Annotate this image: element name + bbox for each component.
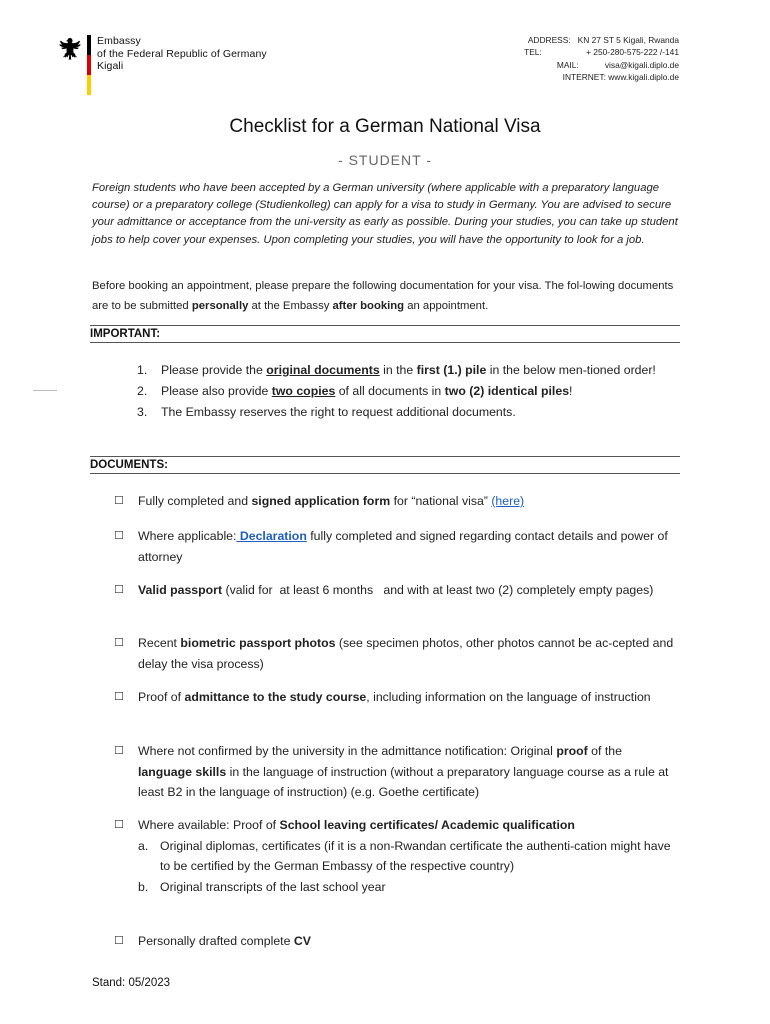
- checkbox-icon[interactable]: ☐: [114, 819, 124, 831]
- item-text: Fully completed and: [138, 494, 252, 508]
- item-text: Personally drafted complete: [138, 934, 294, 948]
- list-number: 3.: [137, 405, 148, 419]
- item-text: Where applicable:: [138, 529, 237, 543]
- tel-row: [524, 46, 679, 58]
- item-bold: School leaving certificates/ Academic qualification: [279, 818, 575, 832]
- sub-item-text: Original diplomas, certificates (if it is a non-Rwandan certificate the authenti-cation might have to be certified by the German Embassy of the respective country): [160, 838, 671, 873]
- tel-value: + 250-280-575-222 /-141: [586, 47, 679, 58]
- margin-mark: [33, 390, 57, 391]
- document-item: [114, 687, 674, 708]
- important-list: [137, 360, 662, 423]
- flag-stripe-gold: [87, 75, 91, 95]
- item-text: Proof of: [138, 690, 185, 704]
- checkbox-icon[interactable]: ☐: [114, 691, 124, 703]
- item-bold: signed application form: [251, 494, 391, 508]
- address-label: ADDRESS:: [527, 35, 571, 45]
- embassy-name-line: Kigali: [97, 60, 124, 72]
- item-text: for “national visa”: [390, 494, 492, 508]
- checkbox-icon[interactable]: ☐: [114, 584, 124, 596]
- document-item: [114, 815, 674, 897]
- mail-row: [524, 59, 679, 71]
- prep-text: Before booking an appointment, please prepare the following documentation for your visa. The fol-lowing documents are to be submitted: [92, 280, 674, 312]
- item-bold: original documents: [266, 363, 380, 377]
- list-number: 1.: [137, 363, 148, 377]
- item-text: (see specimen photos, other photos cannot be ac-cepted and delay the visa process): [138, 636, 674, 671]
- page-subtitle: - STUDENT -: [338, 152, 432, 168]
- checkbox-icon[interactable]: ☐: [114, 495, 124, 507]
- federal-eagle-icon: [58, 36, 82, 62]
- document-item: [114, 491, 674, 512]
- item-bold: first (1.) pile: [416, 363, 487, 377]
- item-bold: CV: [293, 934, 311, 948]
- item-text: in the below men-tioned order!: [486, 363, 656, 377]
- item-text: , including information on the language of instruction: [366, 690, 651, 704]
- item-text: fully completed and signed regarding contact details and power of attorney: [138, 529, 668, 564]
- item-text: Please provide the: [161, 363, 267, 377]
- prep-bold: after booking: [332, 300, 405, 312]
- flag-bar: [87, 35, 91, 95]
- mail-value[interactable]: visa@kigali.diplo.de: [604, 59, 679, 70]
- document-item: [114, 741, 674, 803]
- item-bold: admittance to the study course: [184, 690, 367, 704]
- embassy-name-line: of the Federal Republic of Germany: [97, 47, 267, 60]
- flag-stripe-red: [87, 55, 91, 75]
- item-text: (valid for at least 6 months and with at least two (2) completely empty pages): [222, 583, 654, 597]
- item-text: in the language of instruction (without a preparatory language course as a rule at least B2 in the language of instruction) (e.g. Goethe certificate): [138, 764, 669, 799]
- item-bold: language skills: [138, 764, 227, 779]
- item-text: The Embassy reserves the right to request additional documents.: [161, 405, 516, 419]
- sub-item: [138, 836, 674, 877]
- document-item: [114, 580, 674, 601]
- address-row: [524, 34, 679, 46]
- checkbox-icon[interactable]: ☐: [114, 637, 124, 649]
- declaration-link[interactable]: Declaration: [236, 529, 307, 543]
- tel-label: TEL:: [524, 47, 542, 58]
- item-bold: two copies: [271, 384, 336, 398]
- internet-row: [524, 71, 679, 83]
- address-value: KN 27 ST 5 Kigali, Rwanda: [577, 35, 679, 45]
- item-text: of all documents in: [335, 384, 445, 398]
- application-form-link[interactable]: (here): [491, 494, 525, 508]
- sub-item-letter: a.: [138, 838, 149, 853]
- mail-label: MAIL:: [556, 59, 579, 70]
- item-text: Recent: [138, 636, 181, 650]
- item-bold: proof: [556, 744, 588, 758]
- list-item: [137, 402, 662, 423]
- page-title: Checklist for a German National Visa: [229, 116, 541, 137]
- prep-text: at the Embassy: [248, 300, 333, 312]
- prep-text: an appointment.: [404, 300, 489, 312]
- document-item: [114, 633, 674, 674]
- item-bold: Valid passport: [138, 583, 223, 597]
- embassy-name-line: Embassy: [97, 35, 141, 47]
- sub-item: [138, 877, 674, 898]
- document-date: Stand: 05/2023: [92, 977, 171, 989]
- list-item: [137, 360, 662, 381]
- sub-item-letter: b.: [138, 879, 149, 894]
- sub-item-text: Original transcripts of the last school year: [160, 879, 386, 894]
- prep-bold: personally: [191, 300, 249, 312]
- item-text: in the: [379, 363, 417, 377]
- intro-paragraph: Foreign students who have been accepted by a German university (where applicable with a preparatory language course) or a preparatory college (Studienkolleg) can apply for a visa to study in Germany. You are advised to secure your admittance or acceptance from the uni-versity as early as possible. During your studies, you can take up student jobs to help cover your expenses. Upon completing your studies, you will have the opportunity to look for a job.: [92, 182, 678, 246]
- item-text: of the: [587, 744, 622, 758]
- contact-block: [524, 34, 679, 83]
- documents-heading: DOCUMENTS:: [90, 456, 680, 474]
- important-heading: IMPORTANT:: [90, 325, 680, 343]
- item-text: Please also provide: [161, 384, 272, 398]
- document-item: [114, 931, 674, 952]
- item-bold: two (2) identical piles: [444, 384, 570, 398]
- checkbox-icon[interactable]: ☐: [114, 745, 124, 757]
- preparation-paragraph: [92, 276, 682, 316]
- internet-value[interactable]: www.kigali.diplo.de: [608, 71, 679, 82]
- list-item: [137, 381, 662, 402]
- list-number: 2.: [137, 384, 148, 398]
- item-bold: biometric passport photos: [180, 636, 336, 650]
- item-text: !: [569, 384, 573, 398]
- item-text: Where not confirmed by the university in the admittance notification: Original: [138, 744, 557, 758]
- document-item: [114, 526, 674, 567]
- embassy-name: [97, 35, 267, 73]
- checkbox-icon[interactable]: ☐: [114, 530, 124, 542]
- checkbox-icon[interactable]: ☐: [114, 935, 124, 947]
- item-text: Where available: Proof of: [138, 818, 280, 832]
- internet-label: INTERNET:: [562, 71, 606, 82]
- flag-stripe-black: [87, 35, 91, 55]
